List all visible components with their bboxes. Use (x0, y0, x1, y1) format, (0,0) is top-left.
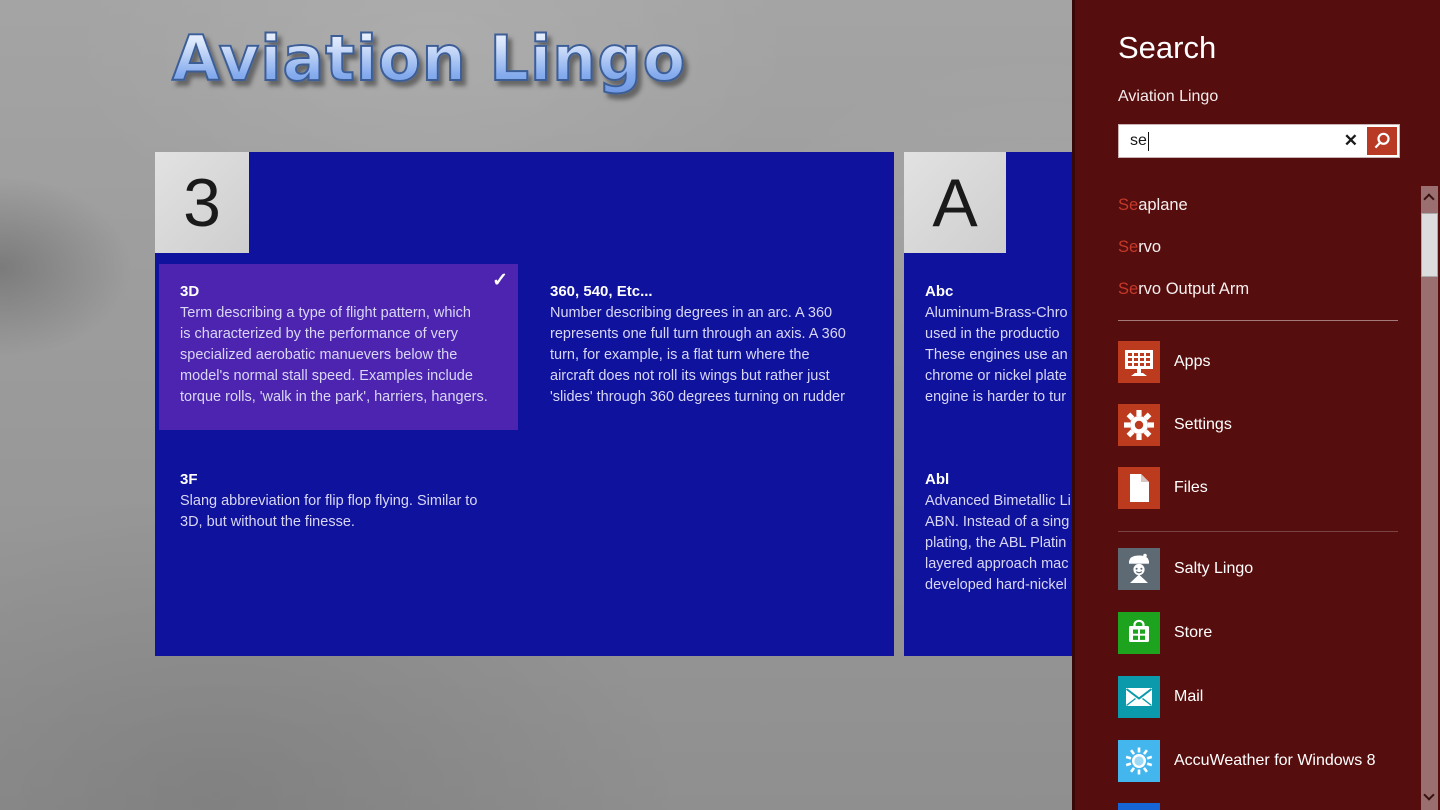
result-label: Salty Lingo (1174, 560, 1254, 577)
rest-text: aplane (1138, 196, 1188, 214)
scrollbar[interactable] (1421, 186, 1438, 810)
rest-text: rvo Output Arm (1138, 280, 1250, 298)
store-bag-icon (1118, 612, 1160, 654)
term-definition: Slang abbreviation for flip flop flying. Similar to 3D, but without the finesse. (180, 493, 478, 530)
term-title: Abc (925, 283, 954, 300)
result-store[interactable] (1118, 612, 1212, 654)
sailor-icon (1118, 548, 1160, 590)
search-input[interactable] (1118, 124, 1400, 158)
term-definition: Number describing degrees in an arc. A 360 represents one full turn through an axis. A 360 turn, for example, is a flat turn where the aircraft does not roll its wings but rather just 'slides' through 360 degrees turning on rudder (550, 305, 846, 405)
match-text: Se (1118, 238, 1139, 256)
scroll-down-icon[interactable] (1423, 789, 1434, 800)
term-definition: Advanced Bimetallic Li ABN. Instead of a sing plating, the ABL Platin layered approach mac developed hard-nickel (925, 493, 1071, 593)
result-label: Files (1174, 479, 1208, 496)
term-title: 3F (180, 471, 198, 488)
term-title: 3D (180, 283, 200, 300)
suggestion-seaplane[interactable] (1118, 196, 1188, 215)
match-text: Se (1118, 280, 1139, 298)
clear-icon[interactable]: ✕ (1343, 131, 1358, 150)
suggestion-servo-output-arm[interactable] (1118, 280, 1249, 299)
page-title: Aviation Lingo (172, 22, 687, 95)
result-label: Mail (1174, 688, 1204, 705)
result-label: Settings (1174, 416, 1232, 433)
partial-result-tile[interactable] (1118, 803, 1160, 810)
apps-icon (1118, 341, 1160, 383)
separator (1118, 531, 1398, 532)
result-salty-lingo[interactable] (1118, 548, 1253, 590)
result-accuweather[interactable] (1118, 740, 1376, 782)
result-label: AccuWeather for Windows 8 (1174, 752, 1376, 769)
checkmark-icon: ✓ (492, 270, 508, 291)
term-definition: Term describing a type of flight pattern, which is characterized by the performance of very specialized aerobatic manuevers below the model's normal stall speed. Examples include torque rolls, 'walk in the park', harriers, hangers. (180, 305, 488, 405)
rest-text: rvo (1138, 238, 1162, 256)
text-caret (1148, 132, 1149, 151)
group-header-3[interactable]: 3 (155, 152, 249, 253)
result-files[interactable] (1118, 467, 1208, 509)
sun-icon (1118, 740, 1160, 782)
scroll-up-icon[interactable] (1423, 193, 1434, 204)
term-title: 360, 540, Etc... (550, 283, 653, 300)
search-input-value: se (1130, 132, 1147, 149)
term-tile-3d[interactable] (159, 264, 518, 430)
term-tile-3f[interactable] (180, 469, 520, 533)
suggestion-servo[interactable] (1118, 238, 1161, 257)
match-text: Se (1118, 196, 1139, 214)
search-panel-title: Search (1118, 30, 1217, 65)
gear-icon (1118, 404, 1160, 446)
document-icon (1118, 467, 1160, 509)
panel-edge (1072, 0, 1075, 810)
result-apps[interactable] (1118, 341, 1210, 383)
result-label: Store (1174, 624, 1213, 641)
term-tile-360-540-etc[interactable] (550, 281, 895, 408)
separator (1118, 320, 1398, 321)
search-scope-label[interactable]: Aviation Lingo (1118, 88, 1219, 105)
result-label: Apps (1174, 353, 1211, 370)
group-header-a[interactable]: A (904, 152, 1006, 253)
result-settings[interactable] (1118, 404, 1232, 446)
result-mail[interactable] (1118, 676, 1203, 718)
envelope-icon (1118, 676, 1160, 718)
scrollbar-thumb[interactable] (1421, 213, 1438, 277)
search-button[interactable] (1367, 127, 1397, 155)
term-title: Abl (925, 471, 950, 488)
search-icon (1372, 131, 1392, 151)
term-group-3 (155, 152, 894, 656)
search-panel (1072, 0, 1440, 810)
term-definition: Aluminum-Brass-Chro used in the productio These engines use an chrome or nickel plate engine is harder to tur (925, 305, 1068, 405)
